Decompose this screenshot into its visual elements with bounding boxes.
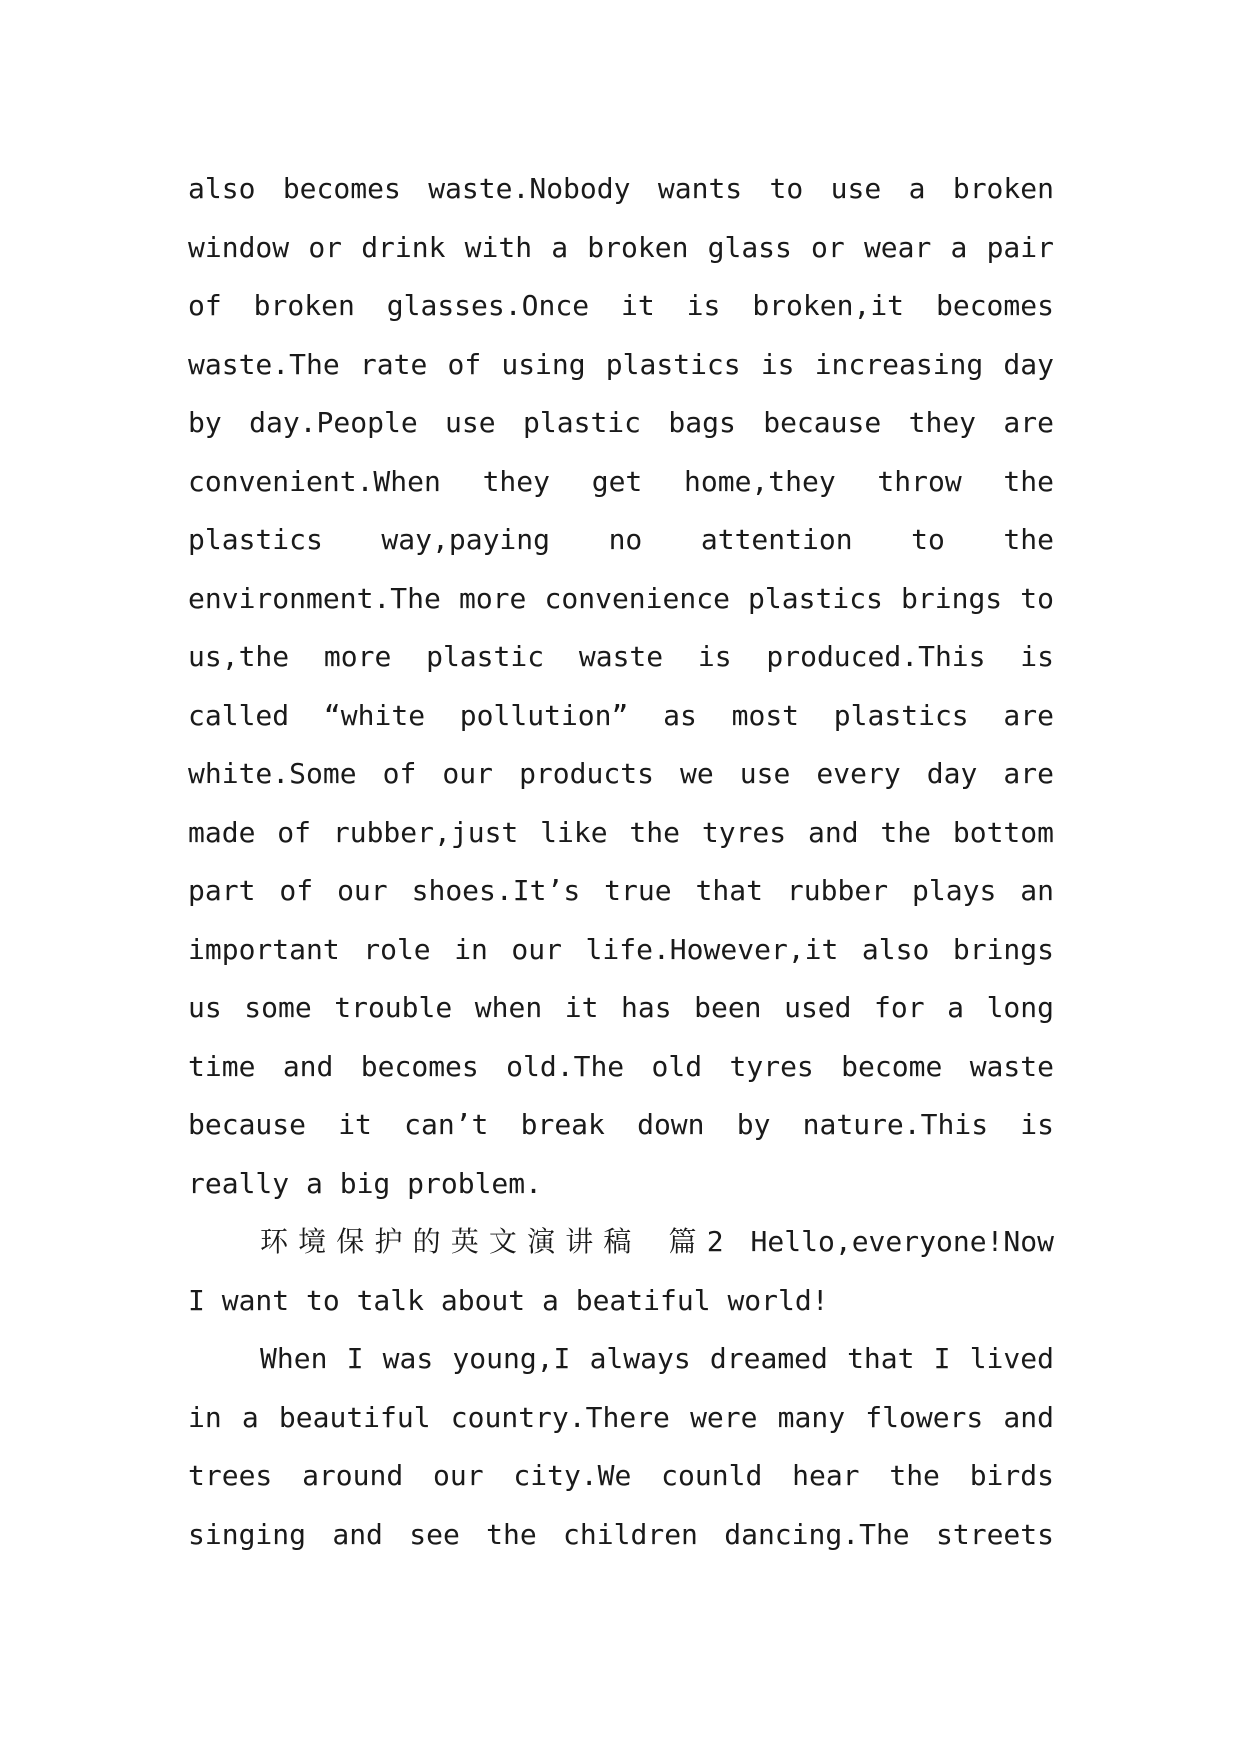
text-line: time and becomes old.The old tyres become waste: [188, 1049, 1054, 1083]
text-line: plastics way,paying no attention to the: [188, 523, 1054, 556]
text-line: singing and see the children dancing.The streets: [188, 1517, 1054, 1551]
text-line: because it can’t break down by nature.This is: [188, 1108, 1054, 1141]
text-line: waste.The rate of using plastics is increasing day: [188, 347, 1054, 381]
text-line: environment.The more convenience plastics brings to: [188, 581, 1054, 615]
text-line: of broken glasses.Once it is broken,it becomes: [188, 289, 1054, 322]
paragraph-start-line: When I was young,I always dreamed that I lived: [260, 1342, 1054, 1375]
text-line: us,the more plastic waste is produced.This is: [188, 640, 1054, 673]
text-line: made of rubber,just like the tyres and the bottom: [188, 815, 1054, 849]
text-line: us some trouble when it has been used for a long: [188, 991, 1054, 1024]
text-line: called “white pollution” as most plastics are: [188, 698, 1054, 732]
text-line: trees around our city.We counld hear the birds: [188, 1459, 1054, 1492]
text-line: window or drink with a broken glass or wear a pair: [188, 230, 1054, 264]
text-line: by day.People use plastic bags because they are: [188, 406, 1054, 439]
text-line: white.Some of our products we use every day are: [188, 757, 1054, 790]
text-line: important role in our life.However,it also brings: [188, 932, 1054, 966]
text-line: part of our shoes.It’s true that rubber plays an: [188, 874, 1054, 907]
text-line: convenient.When they get home,they throw the: [188, 464, 1054, 498]
text-line: also becomes waste.Nobody wants to use a broken: [188, 172, 1054, 205]
section-heading-line: 环境保护的英文演讲稿 篇2 Hello,everyone!Now: [260, 1225, 1054, 1258]
paragraph-end-line: I want to talk about a beatiful world!: [188, 1283, 829, 1317]
paragraph-end-line: really a big problem.: [188, 1166, 543, 1200]
body-text: [188, 160, 1054, 1564]
text-line: in a beautiful country.There were many flowers and: [188, 1400, 1054, 1434]
